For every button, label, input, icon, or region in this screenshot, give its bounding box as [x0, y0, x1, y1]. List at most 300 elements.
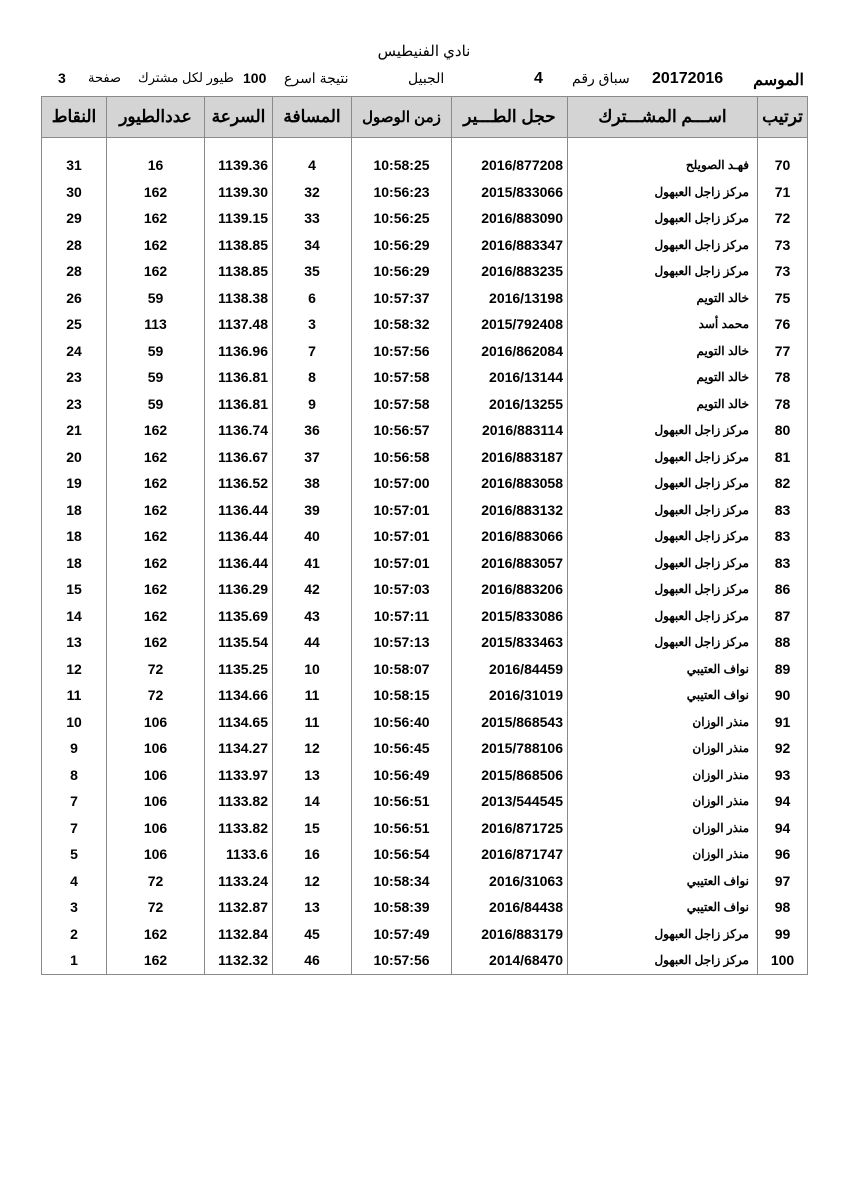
cell-time: 10:56:23	[352, 179, 452, 206]
cell-points: 8	[42, 762, 107, 789]
cell-points: 9	[42, 735, 107, 762]
table-row	[42, 391, 808, 418]
cell-birds: 162	[107, 603, 205, 630]
cell-points: 25	[42, 311, 107, 338]
cell-rank: 72	[758, 205, 808, 232]
cell-name: نواف العتيبي	[568, 894, 758, 921]
cell-name: مركز زاجل العبهول	[568, 603, 758, 630]
cell-birds: 162	[107, 258, 205, 285]
cell-name: مركز زاجل العبهول	[568, 470, 758, 497]
cell-speed: 1136.44	[205, 497, 273, 524]
cell-birds: 72	[107, 656, 205, 683]
cell-distance: 46	[273, 947, 352, 974]
cell-speed: 1134.27	[205, 735, 273, 762]
cell-birds: 106	[107, 841, 205, 868]
cell-time: 10:57:01	[352, 523, 452, 550]
table-row	[42, 497, 808, 524]
cell-points: 29	[42, 205, 107, 232]
table-row	[42, 417, 808, 444]
table-row	[42, 285, 808, 312]
cell-distance: 13	[273, 762, 352, 789]
cell-points: 14	[42, 603, 107, 630]
cell-distance: 11	[273, 709, 352, 736]
cell-ring: 2016/883057	[452, 550, 568, 577]
cell-birds: 106	[107, 815, 205, 842]
cell-time: 10:56:57	[352, 417, 452, 444]
cell-distance: 16	[273, 841, 352, 868]
cell-time: 10:56:29	[352, 232, 452, 259]
cell-points: 18	[42, 550, 107, 577]
cell-points: 30	[42, 179, 107, 206]
cell-name: منذر الوزان	[568, 788, 758, 815]
table-row	[42, 921, 808, 948]
cell-name: مركز زاجل العبهول	[568, 444, 758, 471]
cell-rank: 93	[758, 762, 808, 789]
cell-name: مركز زاجل العبهول	[568, 629, 758, 656]
cell-name: خالد التويم	[568, 285, 758, 312]
cell-rank: 92	[758, 735, 808, 762]
cell-name: منذر الوزان	[568, 709, 758, 736]
cell-name: مركز زاجل العبهول	[568, 258, 758, 285]
cell-speed: 1137.48	[205, 311, 273, 338]
cell-name: مركز زاجل العبهول	[568, 417, 758, 444]
col-rank: ترتيب	[758, 97, 808, 138]
cell-rank: 99	[758, 921, 808, 948]
table-row	[42, 179, 808, 206]
cell-distance: 11	[273, 682, 352, 709]
cell-rank: 73	[758, 258, 808, 285]
cell-name: منذر الوزان	[568, 735, 758, 762]
cell-speed: 1136.74	[205, 417, 273, 444]
cell-rank: 81	[758, 444, 808, 471]
cell-rank: 94	[758, 815, 808, 842]
cell-time: 10:57:03	[352, 576, 452, 603]
table-row	[42, 550, 808, 577]
cell-speed: 1133.82	[205, 815, 273, 842]
cell-time: 10:57:00	[352, 470, 452, 497]
cell-time: 10:57:56	[352, 947, 452, 974]
cell-speed: 1134.65	[205, 709, 273, 736]
header-row	[42, 97, 808, 138]
cell-rank: 82	[758, 470, 808, 497]
cell-birds: 162	[107, 629, 205, 656]
cell-birds: 162	[107, 444, 205, 471]
cell-points: 15	[42, 576, 107, 603]
table-row	[42, 470, 808, 497]
cell-speed: 1136.81	[205, 364, 273, 391]
cell-speed: 1135.25	[205, 656, 273, 683]
race-label: سباق رقم	[572, 70, 630, 86]
cell-time: 10:57:13	[352, 629, 452, 656]
cell-distance: 37	[273, 444, 352, 471]
cell-points: 31	[42, 152, 107, 179]
cell-ring: 2015/833066	[452, 179, 568, 206]
cell-ring: 2016/862084	[452, 338, 568, 365]
table-row	[42, 258, 808, 285]
cell-points: 4	[42, 868, 107, 895]
cell-speed: 1139.30	[205, 179, 273, 206]
cell-points: 28	[42, 232, 107, 259]
cell-birds: 59	[107, 338, 205, 365]
cell-speed: 1132.87	[205, 894, 273, 921]
cell-rank: 70	[758, 152, 808, 179]
cell-time: 10:56:58	[352, 444, 452, 471]
cell-name: مركز زاجل العبهول	[568, 576, 758, 603]
cell-birds: 106	[107, 762, 205, 789]
cell-points: 10	[42, 709, 107, 736]
cell-rank: 76	[758, 311, 808, 338]
cell-rank: 94	[758, 788, 808, 815]
cell-ring: 2015/833086	[452, 603, 568, 630]
location: الجبيل	[408, 70, 445, 86]
cell-name: نواف العتيبي	[568, 868, 758, 895]
cell-rank: 90	[758, 682, 808, 709]
club-name: نادي الفنيطيس	[377, 43, 471, 60]
cell-distance: 12	[273, 868, 352, 895]
cell-birds: 72	[107, 894, 205, 921]
cell-birds: 162	[107, 550, 205, 577]
results-table	[41, 96, 808, 975]
cell-speed: 1133.97	[205, 762, 273, 789]
cell-ring: 2015/788106	[452, 735, 568, 762]
cell-name: مركز زاجل العبهول	[568, 947, 758, 974]
result-count: 100	[243, 70, 267, 86]
cell-distance: 9	[273, 391, 352, 418]
cell-speed: 1138.38	[205, 285, 273, 312]
cell-distance: 7	[273, 338, 352, 365]
cell-name: مركز زاجل العبهول	[568, 179, 758, 206]
cell-points: 28	[42, 258, 107, 285]
cell-name: مركز زاجل العبهول	[568, 205, 758, 232]
cell-ring: 2016/13198	[452, 285, 568, 312]
cell-points: 1	[42, 947, 107, 974]
cell-time: 10:58:34	[352, 868, 452, 895]
cell-ring: 2016/883058	[452, 470, 568, 497]
cell-ring: 2015/868506	[452, 762, 568, 789]
table-row	[42, 762, 808, 789]
cell-name: مركز زاجل العبهول	[568, 232, 758, 259]
cell-distance: 44	[273, 629, 352, 656]
cell-ring: 2016/13144	[452, 364, 568, 391]
cell-time: 10:56:49	[352, 762, 452, 789]
cell-time: 10:56:29	[352, 258, 452, 285]
cell-birds: 162	[107, 205, 205, 232]
cell-distance: 43	[273, 603, 352, 630]
table-row	[42, 444, 808, 471]
table-row	[42, 656, 808, 683]
cell-name: فهـد الصويلح	[568, 152, 758, 179]
cell-distance: 38	[273, 470, 352, 497]
cell-ring: 2016/871725	[452, 815, 568, 842]
cell-distance: 39	[273, 497, 352, 524]
cell-time: 10:58:15	[352, 682, 452, 709]
cell-name: منذر الوزان	[568, 762, 758, 789]
cell-ring: 2016/883206	[452, 576, 568, 603]
col-speed: السرعة	[205, 97, 273, 138]
cell-ring: 2016/883235	[452, 258, 568, 285]
season-value: 20172016	[652, 70, 724, 87]
cell-birds: 162	[107, 417, 205, 444]
cell-ring: 2016/883132	[452, 497, 568, 524]
page-label: صفحة	[88, 70, 121, 85]
cell-birds: 162	[107, 497, 205, 524]
cell-points: 23	[42, 364, 107, 391]
cell-points: 2	[42, 921, 107, 948]
cell-distance: 15	[273, 815, 352, 842]
cell-ring: 2016/883066	[452, 523, 568, 550]
cell-points: 7	[42, 815, 107, 842]
cell-rank: 91	[758, 709, 808, 736]
cell-time: 10:58:07	[352, 656, 452, 683]
race-number: 4	[534, 70, 543, 87]
cell-rank: 86	[758, 576, 808, 603]
cell-time: 10:58:39	[352, 894, 452, 921]
col-arrival: زمن الوصول	[352, 97, 452, 138]
cell-distance: 34	[273, 232, 352, 259]
cell-name: منذر الوزان	[568, 841, 758, 868]
cell-ring: 2016/883114	[452, 417, 568, 444]
table-row	[42, 603, 808, 630]
cell-speed: 1135.54	[205, 629, 273, 656]
cell-rank: 78	[758, 391, 808, 418]
cell-ring: 2015/868543	[452, 709, 568, 736]
table-row	[42, 841, 808, 868]
cell-points: 11	[42, 682, 107, 709]
cell-name: محمد أسد	[568, 311, 758, 338]
page-number: 3	[58, 70, 66, 86]
cell-speed: 1138.85	[205, 232, 273, 259]
cell-birds: 162	[107, 947, 205, 974]
cell-speed: 1138.85	[205, 258, 273, 285]
table-row	[42, 523, 808, 550]
table-row	[42, 788, 808, 815]
cell-rank: 83	[758, 550, 808, 577]
cell-ring: 2016/13255	[452, 391, 568, 418]
cell-rank: 97	[758, 868, 808, 895]
cell-time: 10:56:40	[352, 709, 452, 736]
cell-distance: 12	[273, 735, 352, 762]
col-points: النقاط	[42, 97, 107, 138]
cell-points: 18	[42, 497, 107, 524]
cell-birds: 59	[107, 364, 205, 391]
table-row	[42, 338, 808, 365]
cell-rank: 88	[758, 629, 808, 656]
cell-birds: 162	[107, 232, 205, 259]
cell-birds: 16	[107, 152, 205, 179]
cell-ring: 2016/84438	[452, 894, 568, 921]
cell-rank: 87	[758, 603, 808, 630]
table-row	[42, 682, 808, 709]
cell-distance: 33	[273, 205, 352, 232]
cell-points: 13	[42, 629, 107, 656]
cell-rank: 89	[758, 656, 808, 683]
cell-rank: 83	[758, 497, 808, 524]
cell-name: منذر الوزان	[568, 815, 758, 842]
cell-points: 23	[42, 391, 107, 418]
cell-time: 10:56:51	[352, 815, 452, 842]
cell-speed: 1132.32	[205, 947, 273, 974]
cell-ring: 2015/833463	[452, 629, 568, 656]
cell-speed: 1135.69	[205, 603, 273, 630]
table-row	[42, 311, 808, 338]
cell-name: مركز زاجل العبهول	[568, 523, 758, 550]
cell-rank: 77	[758, 338, 808, 365]
cell-name: خالد التويم	[568, 338, 758, 365]
cell-speed: 1136.96	[205, 338, 273, 365]
cell-time: 10:57:37	[352, 285, 452, 312]
result-label: نتيجة اسرع	[284, 70, 349, 86]
cell-time: 10:56:54	[352, 841, 452, 868]
cell-time: 10:57:01	[352, 497, 452, 524]
cell-speed: 1136.67	[205, 444, 273, 471]
cell-time: 10:57:58	[352, 364, 452, 391]
cell-ring: 2016/877208	[452, 152, 568, 179]
cell-name: مركز زاجل العبهول	[568, 921, 758, 948]
cell-points: 20	[42, 444, 107, 471]
cell-points: 3	[42, 894, 107, 921]
cell-birds: 162	[107, 470, 205, 497]
cell-distance: 42	[273, 576, 352, 603]
table-row	[42, 205, 808, 232]
cell-time: 10:58:25	[352, 152, 452, 179]
cell-distance: 14	[273, 788, 352, 815]
cell-distance: 3	[273, 311, 352, 338]
cell-rank: 96	[758, 841, 808, 868]
cell-ring: 2014/68470	[452, 947, 568, 974]
cell-ring: 2016/883090	[452, 205, 568, 232]
cell-time: 10:57:11	[352, 603, 452, 630]
cell-points: 21	[42, 417, 107, 444]
cell-distance: 35	[273, 258, 352, 285]
cell-ring: 2016/31063	[452, 868, 568, 895]
cell-speed: 1139.15	[205, 205, 273, 232]
per-participant: طيور لكل مشترك	[138, 70, 234, 85]
cell-distance: 32	[273, 179, 352, 206]
col-ring: حجل الطـــير	[452, 97, 568, 138]
cell-time: 10:57:49	[352, 921, 452, 948]
cell-points: 19	[42, 470, 107, 497]
cell-name: نواف العتيبي	[568, 656, 758, 683]
cell-time: 10:56:51	[352, 788, 452, 815]
table-row	[42, 894, 808, 921]
cell-distance: 41	[273, 550, 352, 577]
cell-birds: 162	[107, 523, 205, 550]
cell-rank: 80	[758, 417, 808, 444]
cell-name: خالد التويم	[568, 391, 758, 418]
col-distance: المسافة	[273, 97, 352, 138]
table-row	[42, 709, 808, 736]
cell-time: 10:58:32	[352, 311, 452, 338]
cell-rank: 98	[758, 894, 808, 921]
cell-ring: 2016/871747	[452, 841, 568, 868]
cell-ring: 2016/883347	[452, 232, 568, 259]
cell-distance: 4	[273, 152, 352, 179]
table-row	[42, 152, 808, 179]
cell-speed: 1133.24	[205, 868, 273, 895]
cell-rank: 71	[758, 179, 808, 206]
cell-distance: 6	[273, 285, 352, 312]
cell-points: 26	[42, 285, 107, 312]
cell-ring: 2013/544545	[452, 788, 568, 815]
cell-name: مركز زاجل العبهول	[568, 497, 758, 524]
cell-ring: 2016/883179	[452, 921, 568, 948]
table-row	[42, 232, 808, 259]
cell-points: 24	[42, 338, 107, 365]
cell-rank: 83	[758, 523, 808, 550]
table-row	[42, 868, 808, 895]
cell-time: 10:57:56	[352, 338, 452, 365]
cell-time: 10:56:25	[352, 205, 452, 232]
cell-distance: 45	[273, 921, 352, 948]
cell-birds: 59	[107, 285, 205, 312]
cell-rank: 73	[758, 232, 808, 259]
cell-points: 7	[42, 788, 107, 815]
cell-distance: 10	[273, 656, 352, 683]
cell-birds: 59	[107, 391, 205, 418]
cell-points: 18	[42, 523, 107, 550]
cell-birds: 106	[107, 735, 205, 762]
cell-speed: 1136.44	[205, 523, 273, 550]
cell-speed: 1136.44	[205, 550, 273, 577]
cell-distance: 8	[273, 364, 352, 391]
cell-name: نواف العتيبي	[568, 682, 758, 709]
cell-time: 10:56:45	[352, 735, 452, 762]
cell-speed: 1136.81	[205, 391, 273, 418]
cell-distance: 13	[273, 894, 352, 921]
cell-ring: 2015/792408	[452, 311, 568, 338]
cell-birds: 162	[107, 179, 205, 206]
cell-birds: 113	[107, 311, 205, 338]
cell-distance: 36	[273, 417, 352, 444]
cell-time: 10:57:58	[352, 391, 452, 418]
cell-birds: 72	[107, 868, 205, 895]
cell-points: 5	[42, 841, 107, 868]
cell-speed: 1139.36	[205, 152, 273, 179]
cell-birds: 72	[107, 682, 205, 709]
col-participant: اســـم المشـــترك	[568, 97, 758, 138]
cell-time: 10:57:01	[352, 550, 452, 577]
cell-speed: 1136.29	[205, 576, 273, 603]
cell-speed: 1134.66	[205, 682, 273, 709]
cell-speed: 1133.82	[205, 788, 273, 815]
cell-birds: 162	[107, 921, 205, 948]
cell-points: 12	[42, 656, 107, 683]
table-row	[42, 815, 808, 842]
cell-rank: 75	[758, 285, 808, 312]
cell-ring: 2016/31019	[452, 682, 568, 709]
cell-ring: 2016/883187	[452, 444, 568, 471]
cell-distance: 40	[273, 523, 352, 550]
cell-birds: 106	[107, 788, 205, 815]
table-row	[42, 364, 808, 391]
table-row	[42, 735, 808, 762]
table-row	[42, 947, 808, 974]
cell-birds: 162	[107, 576, 205, 603]
cell-speed: 1132.84	[205, 921, 273, 948]
table-row	[42, 629, 808, 656]
cell-name: مركز زاجل العبهول	[568, 550, 758, 577]
cell-speed: 1133.6	[205, 841, 273, 868]
table-row	[42, 576, 808, 603]
season-label: الموسم	[753, 72, 804, 89]
cell-birds: 106	[107, 709, 205, 736]
cell-speed: 1136.52	[205, 470, 273, 497]
cell-rank: 100	[758, 947, 808, 974]
cell-rank: 78	[758, 364, 808, 391]
cell-ring: 2016/84459	[452, 656, 568, 683]
col-birds: عددالطيور	[107, 97, 205, 138]
cell-name: خالد التويم	[568, 364, 758, 391]
